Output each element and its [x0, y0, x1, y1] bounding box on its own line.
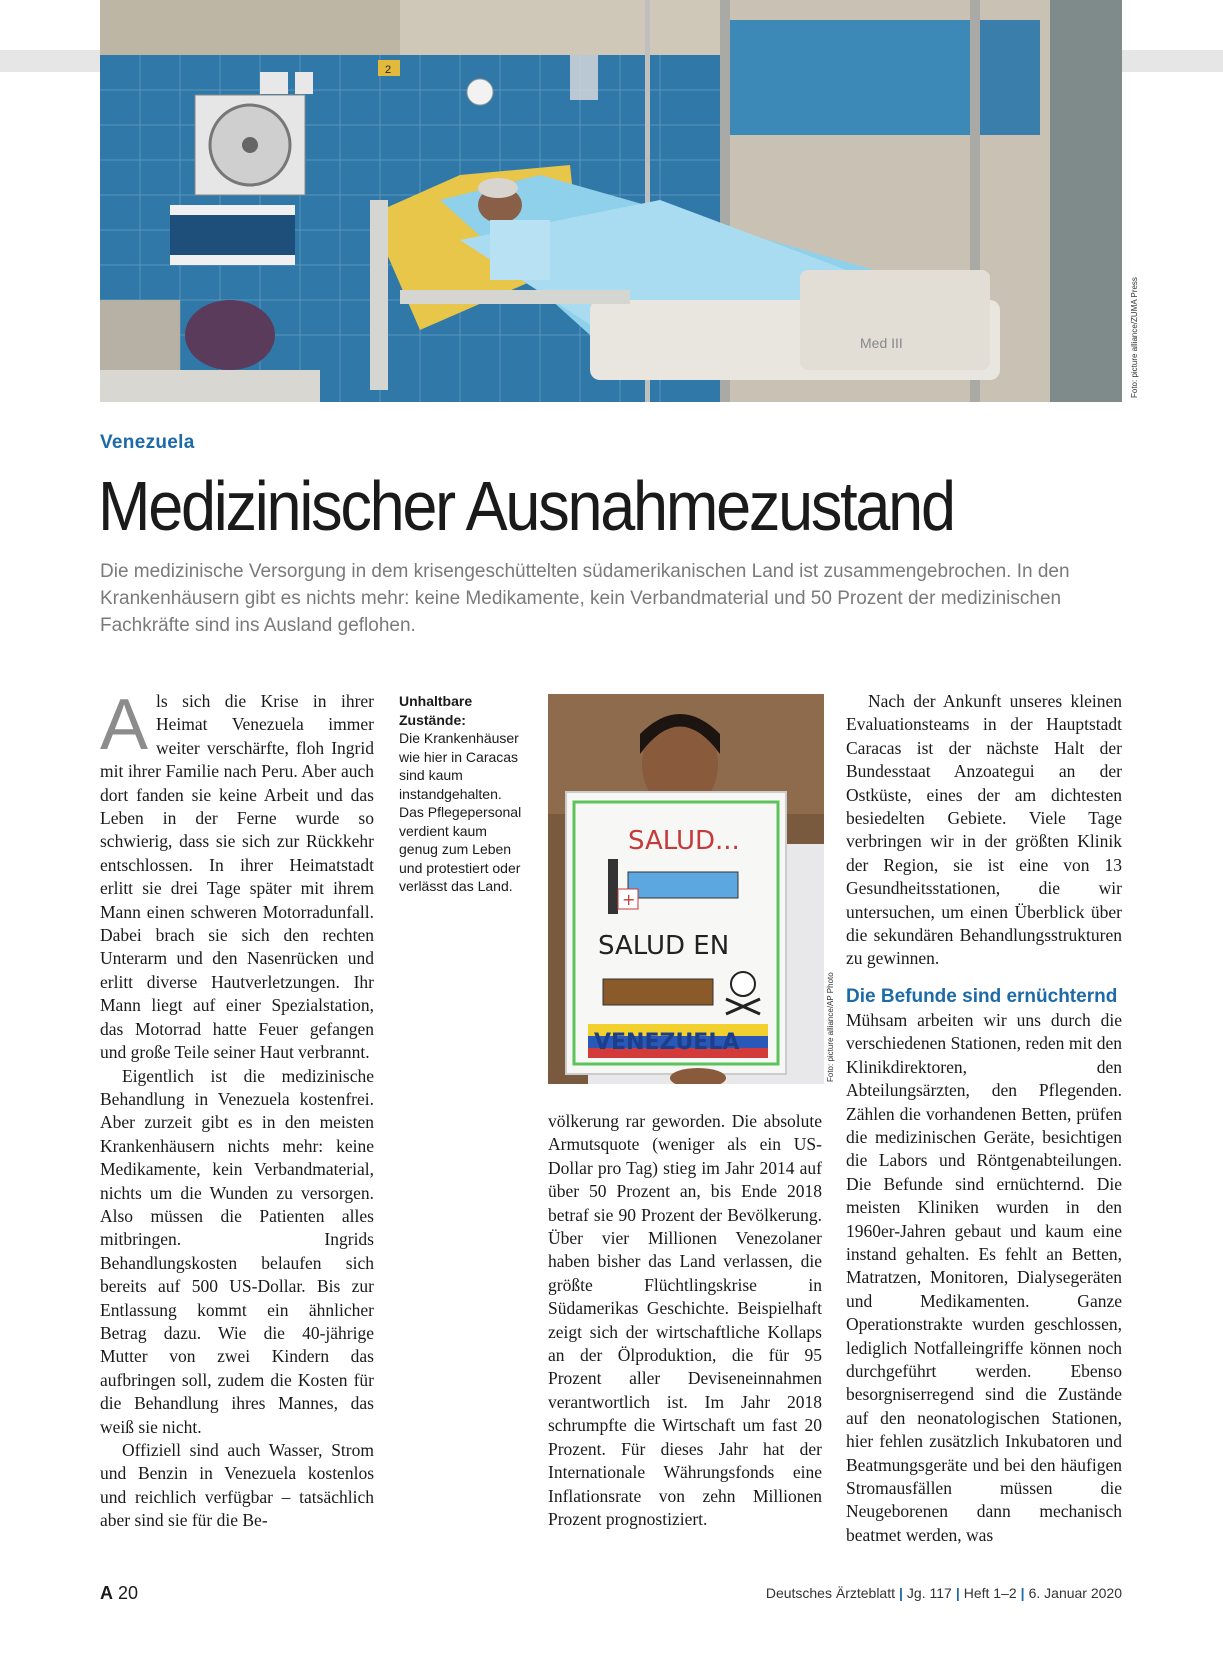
- footer-separator: |: [1020, 1585, 1025, 1601]
- footer-separator: |: [899, 1585, 903, 1601]
- bed-label: Med III: [860, 335, 903, 351]
- journal-date: 6. Januar 2020: [1028, 1585, 1122, 1601]
- page-number-value: 20: [118, 1583, 139, 1603]
- hero-photo-credit: Foto: picture alliance/ZUMA Press: [1130, 277, 1139, 398]
- protest-sign-photo: [548, 694, 824, 1084]
- body-column-3: [548, 1110, 822, 1531]
- protest-photo-credit: Foto: picture alliance/AP Photo: [826, 972, 835, 1082]
- drop-cap: A: [100, 685, 149, 765]
- page-number: [100, 1583, 138, 1604]
- sign-text-3: VENEZUELA: [594, 1030, 740, 1055]
- svg-text:+: +: [622, 890, 636, 909]
- hospital-room-photo: [100, 0, 1122, 402]
- body-column-1: [100, 685, 374, 1533]
- article-lead: Die medizinische Versorgung in dem krisengeschüttelten südamerikanischen Land ist zusammengebrochen. In den Krankenhäusern gibt es nichts mehr: keine Medikamente, kein Verbandmaterial und 50 Prozent der medizinischen Fachkräfte sind ins Ausland geflohen.: [100, 561, 1070, 636]
- sign-text-2: SALUD EN: [598, 931, 730, 961]
- room-number: 2: [385, 64, 392, 76]
- protest-sign-illustration: [548, 694, 824, 1084]
- caption-title: Unhaltbare Zustände:: [399, 693, 473, 728]
- footer-separator: |: [955, 1585, 960, 1601]
- page-prefix: A: [100, 1583, 113, 1603]
- col1-paragraph-1: ls sich die Krise in ihrer Heimat Venezuela immer weiter verschärfte, floh Ingrid mit ihrer Familie nach Peru. Aber auch dort fanden sie keine Arbeit und das Leben in der Ferne wurde so schwierig, dass sie sich zur Rückkehr entschlossen. In ihrer Heimatstadt erlitt sie drei Tage später mit ihrem Mann einen schweren Motorradunfall. Dabei brach sie sich den rechten Unterarm und den Nasenrücken und erlitt diverse Hautverletzungen. Ihr Mann liegt auf einer Spezialstation, das Motorrad hatte Feuer gefangen und große Teile seiner Haut verbrannt.: [100, 691, 374, 1063]
- journal-volume: Jg. 117: [906, 1585, 952, 1601]
- col3-paragraph-1: völkerung rar geworden. Die absolute Armutsquote (weniger als ein US-Dollar pro Tag) stieg im Jahr 2014 auf über 50 Prozent an, bis Ende 2018 betraf sie 90 Prozent der Bevölkerung. Über vier Millionen Venezolaner haben bisher das Land verlassen, die größte Flüchtlingskrise in Südamerikas Geschichte. Beispielhaft zeigt sich der wirtschaftliche Kollaps an der Ölproduktion, die für 95 Prozent aller Deviseneinnahmen verantwortlich ist. Im Jahr 2018 schrumpfte die Wirtschaft um fast 20 Prozent. Für dieses Jahr hat der Internationale Währungsfonds eine Inflationsrate von zehn Millionen Prozent prognostiziert.: [548, 1111, 822, 1529]
- col1-paragraph-3: Offiziell sind auch Wasser, Strom und Benzin in Venezuela kostenlos und reichlich verfügbar – tatsächlich aber sind sie für die Be-: [100, 1440, 374, 1531]
- hospital-room-illustration: [100, 0, 1122, 402]
- article-headline: Medizinischer Ausnahmezustand: [98, 467, 954, 545]
- col4-paragraph-1: Nach der Ankunft unseres kleinen Evaluationsteams in der Hauptstadt Caracas ist der nächste Halt der Bundesstaat Anzoategui an der Ostküste, eines der am dichtesten besiedelten Gebiete. Viele Tage verbringen wir in der größten Klinik der Region, sie ist eine von 13 Gesundheitsstationen, die wir untersuchen, um einen Überblick über die sekundären Behandlungsstrukturen zu gewinnen.: [846, 691, 1122, 969]
- sign-text-1: SALUD...: [628, 826, 740, 856]
- col1-paragraph-2: Eigentlich ist die medizinische Behandlung in Venezuela kostenfrei. Aber zurzeit gibt es in den meisten Krankenhäusern nichts mehr: keine Medikamente, kein Verbandmaterial, nichts um die Wunden zu versorgen. Also müssen die Patienten alles mitbringen. Ingrids Behandlungskosten belaufen sich bereits auf 500 US-Dollar. Bis zur Entlassung kommt ein ähnlicher Betrag dazu. Wie die 40-jährige Mutter von zwei Kindern das aufbringen soll, zudem die Kosten für die Behandlung ihres Mannes, das weiß sie nicht.: [100, 1065, 374, 1437]
- col4-paragraph-2: Mühsam arbeiten wir uns durch die verschiedenen Stationen, reden mit den Klinikdirektoren, den Abteilungsärzten, den Pflegenden. Zählen die vorhandenen Betten, prüfen die medizinischen Geräte, besichtigen die Labors und Röntgenabteilungen. Die Befunde sind ernüchternd. Die meisten Kliniken wurden in den 1960er-Jahren gebaut und kaum eine instand gehalten. Es fehlt an Betten, Matratzen, Monitoren, Dialysegeräten und Medikamenten. Ganze Operationstrakte wurden geschlossen, lediglich Notfalleingriffe können noch durchgeführt werden. Ebenso besorgniserregend sind die Zustände auf den neonatologischen Stationen, hier fehlen zusätzlich Inkubatoren und Beatmungsgeräte und bei den häufigen Stromausfällen müssen die Neugeborenen dann mechanisch beatmet werden, was: [846, 1009, 1122, 1545]
- journal-name: Deutsches Ärzteblatt: [765, 1585, 895, 1601]
- body-column-4: [846, 690, 1122, 1547]
- article-kicker: Venezuela: [100, 432, 195, 453]
- caption-text: Die Krankenhäuser wie hier in Caracas sind kaum instandgehalten. Das Pflegepersonal verdient kaum genug zum Leben und protestiert oder verlässt das Land.: [399, 730, 522, 894]
- photo-caption: [399, 692, 529, 896]
- journal-footer: [766, 1585, 1122, 1601]
- journal-issue: Heft 1–2: [963, 1585, 1017, 1601]
- section-subheading: Die Befunde sind ernüchternd: [846, 985, 1118, 1007]
